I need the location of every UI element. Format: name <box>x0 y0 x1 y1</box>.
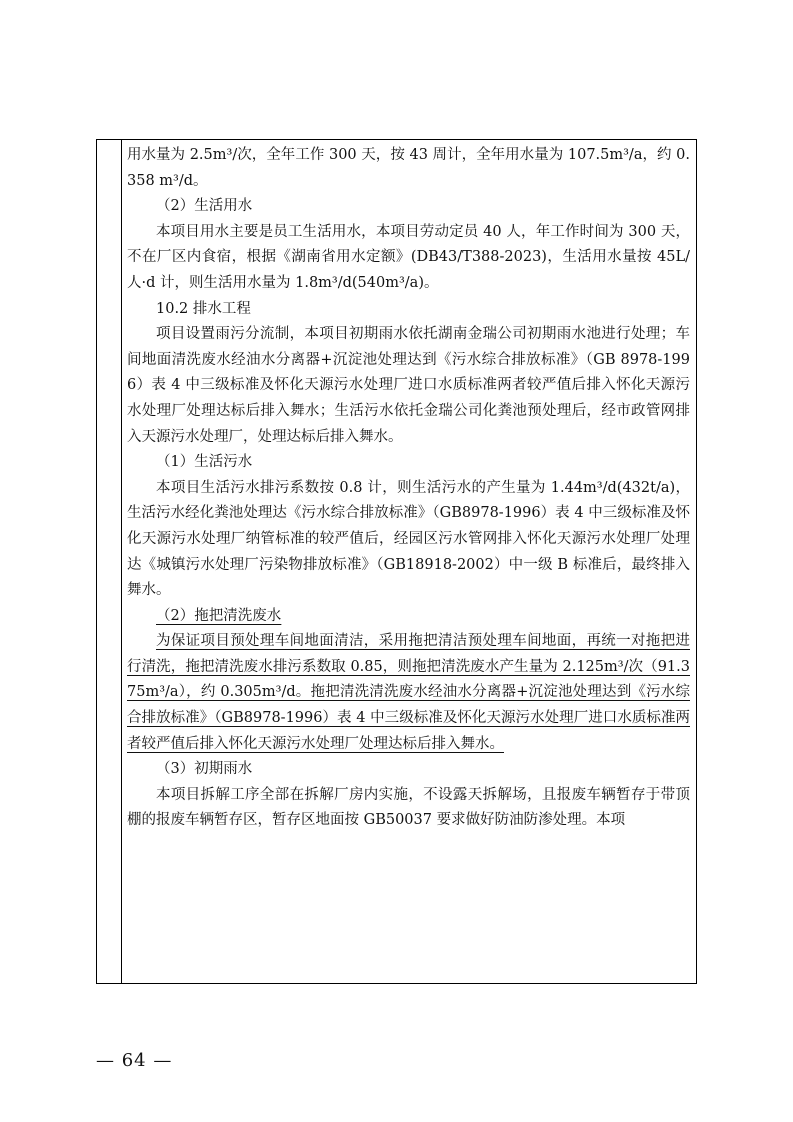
subheading-domestic-water: （2）生活用水 <box>156 198 253 215</box>
underlined-text: （2）拖把清洗废水 <box>156 607 282 624</box>
underlined-text: 为保证项目预处理车间地面清洁，采用拖把清洁预处理车间地面，再统一对拖把进行清洗，拖把清洗废水排污系数取 0.85，则拖把清洗废水产生量为 2.125m³/次（91.375m³/a），约 0.305m³/d。拖把清洗清洗废水经油水分离器+沉淀池处理达到《污水综合排放标准》（GB8978-1996）表 4 中三级标准及怀化天源污水处理厂进口水质标准两者较严值后排入怀化天源污水处理厂处理达标后排入舞水。 <box>127 633 690 752</box>
subheading-domestic-sewage: （1）生活污水 <box>156 454 253 471</box>
paragraph: 本项目生活污水排污系数按 0.8 计，则生活污水的产生量为 1.44m³/d(432t/a)，生活污水经化粪池处理达《污水综合排放标准》（GB8978-1996）表 4 中三级标准及怀化天源污水处理厂纳管标准的较严值后，经园区污水管网排入怀化天源污水处理厂处理达《城镇污水处理厂污染物排放标准》（GB18918-2002）中一级 B 标准后，最终排入舞水。 <box>127 479 690 599</box>
paragraph: 用水量为 2.5m³/次，全年工作 300 天，按 43 周计，全年用水量为 107.5m³/a，约 0.358 m³/d。 <box>127 147 690 189</box>
paragraph: 项目设置雨污分流制，本项目初期雨水依托湖南金瑞公司初期雨水池进行处理；车间地面清洗废水经油水分离器+沉淀池处理达到《污水综合排放标准》（GB 8978-1996）表 4 中三级标准及怀化天源污水处理厂进口水质标准两者较严值后排入怀化天源污水处理厂处理达标后排入舞水；生活污水依托金瑞公司化粪池预处理后，经市政管网排入天源污水处理厂，处理达标后排入舞水。 <box>127 326 690 445</box>
paragraph: 本项目拆解工序全部在拆解厂房内实施，不设露天拆解场，且报废车辆暂存于带顶棚的报废车辆暂存区，暂存区地面按 GB50037 要求做好防油防渗处理。本项 <box>127 786 690 829</box>
subheading-initial-rainwater: （3）初期雨水 <box>156 761 253 778</box>
column-divider <box>121 139 122 984</box>
page-number: — 64 — <box>96 1050 173 1071</box>
document-body <box>127 143 690 834</box>
paragraph: 本项目用水主要是员工生活用水，本项目劳动定员 40 人，年工作时间为 300 天，不在厂区内食宿，根据《湖南省用水定额》(DB43/T388-2023)，生活用水量按 45L/人·d 计，则生活用水量为 1.8m³/d(540m³/a)。 <box>127 223 690 291</box>
subheading-mop-wastewater <box>127 604 690 630</box>
section-heading-drainage: 10.2 排水工程 <box>156 300 251 317</box>
paragraph-underlined <box>127 629 690 757</box>
